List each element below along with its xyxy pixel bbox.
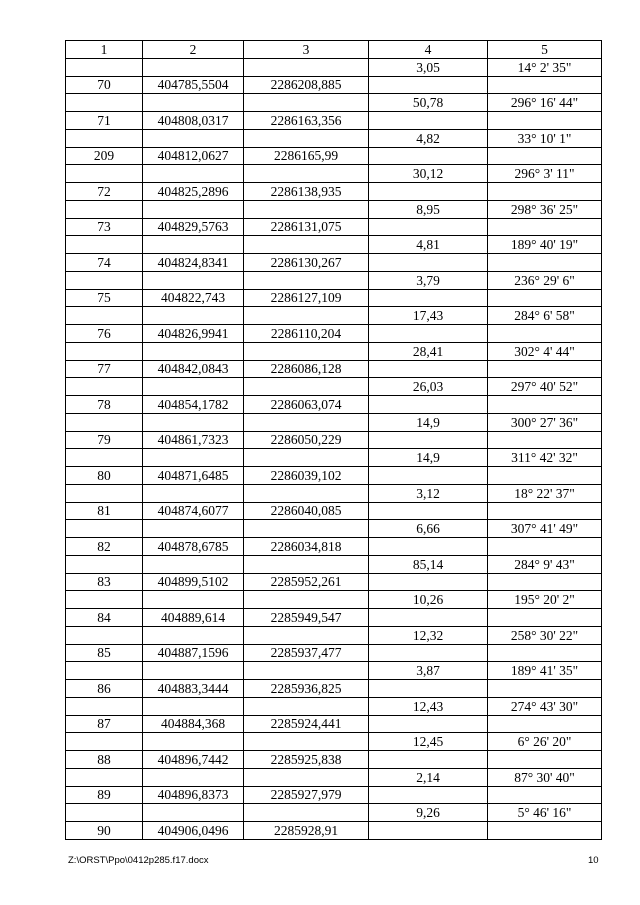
bearing-cell: 33° 10' 1" [488, 129, 602, 147]
bearing-cell: 87° 30' 40" [488, 768, 602, 786]
y-coordinate-cell [244, 129, 369, 147]
table-row [66, 76, 602, 94]
distance-cell: 30,12 [369, 165, 488, 183]
distance-cell: 14,9 [369, 449, 488, 467]
point-number-cell: 209 [66, 147, 143, 165]
bearing-cell [488, 751, 602, 769]
x-coordinate-cell [143, 307, 244, 325]
table-row [66, 609, 602, 627]
bearing-cell: 296° 3' 11" [488, 165, 602, 183]
x-coordinate-cell [143, 129, 244, 147]
x-coordinate-cell [143, 200, 244, 218]
table-row [66, 325, 602, 343]
distance-cell: 12,32 [369, 626, 488, 644]
bearing-cell: 189° 40' 19" [488, 236, 602, 254]
y-coordinate-cell: 2286127,109 [244, 289, 369, 307]
point-number-cell [66, 484, 143, 502]
y-coordinate-cell: 2286086,128 [244, 360, 369, 378]
distance-cell: 2,14 [369, 768, 488, 786]
x-coordinate-cell [143, 626, 244, 644]
y-coordinate-cell: 2286131,075 [244, 218, 369, 236]
distance-cell: 10,26 [369, 591, 488, 609]
bearing-cell [488, 502, 602, 520]
table-row [66, 396, 602, 414]
x-coordinate-cell [143, 342, 244, 360]
x-coordinate-cell: 404874,6077 [143, 502, 244, 520]
y-coordinate-cell: 2285936,825 [244, 680, 369, 698]
point-number-cell [66, 413, 143, 431]
table-row [66, 307, 602, 325]
x-coordinate-cell: 404906,0496 [143, 822, 244, 840]
distance-cell [369, 325, 488, 343]
y-coordinate-cell: 2285925,838 [244, 751, 369, 769]
table-row [66, 147, 602, 165]
distance-cell [369, 644, 488, 662]
bearing-cell: 195° 20' 2" [488, 591, 602, 609]
table-row [66, 200, 602, 218]
bearing-cell [488, 325, 602, 343]
table-row [66, 786, 602, 804]
x-coordinate-cell [143, 520, 244, 538]
header-cell: 2 [143, 41, 244, 59]
point-number-cell [66, 236, 143, 254]
point-number-cell: 76 [66, 325, 143, 343]
distance-cell [369, 467, 488, 485]
x-coordinate-cell [143, 236, 244, 254]
distance-cell [369, 502, 488, 520]
point-number-cell: 84 [66, 609, 143, 627]
bearing-cell [488, 360, 602, 378]
table-row [66, 254, 602, 272]
y-coordinate-cell: 2286039,102 [244, 467, 369, 485]
table-header-row [66, 41, 602, 59]
distance-cell [369, 751, 488, 769]
x-coordinate-cell: 404878,6785 [143, 538, 244, 556]
distance-cell: 4,82 [369, 129, 488, 147]
x-coordinate-cell: 404822,743 [143, 289, 244, 307]
point-number-cell [66, 768, 143, 786]
table-row [66, 680, 602, 698]
y-coordinate-cell [244, 662, 369, 680]
table-row [66, 573, 602, 591]
point-number-cell: 87 [66, 715, 143, 733]
y-coordinate-cell [244, 449, 369, 467]
bearing-cell: 300° 27' 36" [488, 413, 602, 431]
y-coordinate-cell: 2286165,99 [244, 147, 369, 165]
distance-cell: 3,79 [369, 271, 488, 289]
bearing-cell [488, 431, 602, 449]
point-number-cell [66, 129, 143, 147]
point-number-cell [66, 342, 143, 360]
distance-cell: 14,9 [369, 413, 488, 431]
table-row [66, 502, 602, 520]
y-coordinate-cell [244, 307, 369, 325]
x-coordinate-cell: 404899,5102 [143, 573, 244, 591]
bearing-cell [488, 147, 602, 165]
coordinates-table [65, 40, 602, 840]
table-row [66, 183, 602, 201]
distance-cell [369, 183, 488, 201]
point-number-cell: 70 [66, 76, 143, 94]
y-coordinate-cell: 2286050,229 [244, 431, 369, 449]
point-number-cell: 83 [66, 573, 143, 591]
table-row [66, 555, 602, 573]
x-coordinate-cell: 404896,7442 [143, 751, 244, 769]
table-row [66, 520, 602, 538]
table-row [66, 644, 602, 662]
bearing-cell [488, 396, 602, 414]
point-number-cell: 74 [66, 254, 143, 272]
bearing-cell [488, 680, 602, 698]
y-coordinate-cell [244, 94, 369, 112]
y-coordinate-cell [244, 555, 369, 573]
y-coordinate-cell [244, 378, 369, 396]
y-coordinate-cell: 2285927,979 [244, 786, 369, 804]
y-coordinate-cell: 2285924,441 [244, 715, 369, 733]
point-number-cell [66, 697, 143, 715]
bearing-cell [488, 573, 602, 591]
x-coordinate-cell [143, 697, 244, 715]
x-coordinate-cell: 404808,0317 [143, 112, 244, 130]
x-coordinate-cell [143, 484, 244, 502]
distance-cell: 12,43 [369, 697, 488, 715]
y-coordinate-cell [244, 58, 369, 76]
x-coordinate-cell: 404829,5763 [143, 218, 244, 236]
bearing-cell [488, 183, 602, 201]
point-number-cell: 81 [66, 502, 143, 520]
bearing-cell: 258° 30' 22" [488, 626, 602, 644]
point-number-cell [66, 804, 143, 822]
table-row [66, 484, 602, 502]
y-coordinate-cell: 2286040,085 [244, 502, 369, 520]
table-row [66, 804, 602, 822]
point-number-cell: 72 [66, 183, 143, 201]
x-coordinate-cell: 404884,368 [143, 715, 244, 733]
table-body [66, 41, 602, 840]
point-number-cell: 88 [66, 751, 143, 769]
distance-cell [369, 573, 488, 591]
table-row [66, 431, 602, 449]
table-row [66, 467, 602, 485]
bearing-cell [488, 609, 602, 627]
x-coordinate-cell [143, 413, 244, 431]
table-row [66, 662, 602, 680]
distance-cell: 3,87 [369, 662, 488, 680]
distance-cell [369, 396, 488, 414]
y-coordinate-cell: 2286130,267 [244, 254, 369, 272]
distance-cell [369, 289, 488, 307]
bearing-cell: 284° 9' 43" [488, 555, 602, 573]
x-coordinate-cell [143, 662, 244, 680]
footer-file-path: Z:\ORST\Ppo\0412p285.f17.docx [68, 855, 209, 866]
header-cell: 4 [369, 41, 488, 59]
bearing-cell: 189° 41' 35" [488, 662, 602, 680]
distance-cell: 8,95 [369, 200, 488, 218]
table-row [66, 94, 602, 112]
bearing-cell: 298° 36' 25" [488, 200, 602, 218]
header-cell: 1 [66, 41, 143, 59]
table-row [66, 289, 602, 307]
table-row [66, 58, 602, 76]
point-number-cell [66, 307, 143, 325]
distance-cell: 12,45 [369, 733, 488, 751]
y-coordinate-cell [244, 520, 369, 538]
y-coordinate-cell: 2286034,818 [244, 538, 369, 556]
y-coordinate-cell: 2286063,074 [244, 396, 369, 414]
distance-cell [369, 538, 488, 556]
distance-cell: 6,66 [369, 520, 488, 538]
table-row [66, 236, 602, 254]
point-number-cell [66, 378, 143, 396]
distance-cell: 28,41 [369, 342, 488, 360]
bearing-cell: 307° 41' 49" [488, 520, 602, 538]
table-row [66, 271, 602, 289]
bearing-cell: 297° 40' 52" [488, 378, 602, 396]
x-coordinate-cell: 404785,5504 [143, 76, 244, 94]
x-coordinate-cell: 404861,7323 [143, 431, 244, 449]
bearing-cell: 14° 2' 35" [488, 58, 602, 76]
y-coordinate-cell [244, 413, 369, 431]
point-number-cell [66, 200, 143, 218]
bearing-cell: 302° 4' 44" [488, 342, 602, 360]
distance-cell: 3,12 [369, 484, 488, 502]
point-number-cell [66, 58, 143, 76]
x-coordinate-cell [143, 555, 244, 573]
distance-cell [369, 147, 488, 165]
y-coordinate-cell: 2286208,885 [244, 76, 369, 94]
y-coordinate-cell: 2285928,91 [244, 822, 369, 840]
x-coordinate-cell [143, 165, 244, 183]
header-cell: 3 [244, 41, 369, 59]
point-number-cell [66, 555, 143, 573]
y-coordinate-cell [244, 271, 369, 289]
table-row [66, 129, 602, 147]
x-coordinate-cell: 404825,2896 [143, 183, 244, 201]
table-row [66, 591, 602, 609]
distance-cell [369, 822, 488, 840]
distance-cell [369, 254, 488, 272]
bearing-cell: 6° 26' 20" [488, 733, 602, 751]
table-row [66, 538, 602, 556]
point-number-cell: 89 [66, 786, 143, 804]
y-coordinate-cell [244, 342, 369, 360]
table-row [66, 449, 602, 467]
x-coordinate-cell [143, 733, 244, 751]
distance-cell [369, 609, 488, 627]
distance-cell: 85,14 [369, 555, 488, 573]
y-coordinate-cell: 2285952,261 [244, 573, 369, 591]
point-number-cell: 79 [66, 431, 143, 449]
x-coordinate-cell: 404887,1596 [143, 644, 244, 662]
point-number-cell: 85 [66, 644, 143, 662]
table-row [66, 378, 602, 396]
table-row [66, 165, 602, 183]
table-row [66, 715, 602, 733]
bearing-cell: 274° 43' 30" [488, 697, 602, 715]
bearing-cell [488, 822, 602, 840]
x-coordinate-cell: 404889,614 [143, 609, 244, 627]
x-coordinate-cell: 404826,9941 [143, 325, 244, 343]
y-coordinate-cell [244, 236, 369, 254]
point-number-cell: 75 [66, 289, 143, 307]
y-coordinate-cell [244, 697, 369, 715]
point-number-cell: 71 [66, 112, 143, 130]
distance-cell [369, 680, 488, 698]
x-coordinate-cell [143, 449, 244, 467]
point-number-cell [66, 271, 143, 289]
distance-cell [369, 218, 488, 236]
x-coordinate-cell: 404854,1782 [143, 396, 244, 414]
distance-cell [369, 112, 488, 130]
distance-cell: 17,43 [369, 307, 488, 325]
bearing-cell: 284° 6' 58" [488, 307, 602, 325]
distance-cell: 26,03 [369, 378, 488, 396]
distance-cell [369, 360, 488, 378]
table-row [66, 822, 602, 840]
table-row [66, 112, 602, 130]
table-row [66, 697, 602, 715]
point-number-cell: 80 [66, 467, 143, 485]
x-coordinate-cell [143, 271, 244, 289]
header-cell: 5 [488, 41, 602, 59]
point-number-cell [66, 662, 143, 680]
table-row [66, 413, 602, 431]
bearing-cell [488, 467, 602, 485]
x-coordinate-cell [143, 94, 244, 112]
y-coordinate-cell: 2286163,356 [244, 112, 369, 130]
bearing-cell: 18° 22' 37" [488, 484, 602, 502]
point-number-cell [66, 94, 143, 112]
table-row [66, 360, 602, 378]
table-row [66, 342, 602, 360]
bearing-cell: 236° 29' 6" [488, 271, 602, 289]
distance-cell: 50,78 [369, 94, 488, 112]
table-row [66, 751, 602, 769]
x-coordinate-cell [143, 804, 244, 822]
bearing-cell [488, 538, 602, 556]
point-number-cell [66, 733, 143, 751]
x-coordinate-cell: 404824,8341 [143, 254, 244, 272]
bearing-cell [488, 289, 602, 307]
point-number-cell [66, 626, 143, 644]
point-number-cell [66, 591, 143, 609]
distance-cell [369, 431, 488, 449]
table-row [66, 626, 602, 644]
y-coordinate-cell [244, 591, 369, 609]
y-coordinate-cell: 2286110,204 [244, 325, 369, 343]
x-coordinate-cell [143, 58, 244, 76]
table-row [66, 218, 602, 236]
distance-cell [369, 786, 488, 804]
y-coordinate-cell [244, 484, 369, 502]
x-coordinate-cell: 404842,0843 [143, 360, 244, 378]
bearing-cell [488, 112, 602, 130]
bearing-cell [488, 644, 602, 662]
distance-cell: 3,05 [369, 58, 488, 76]
table-row [66, 733, 602, 751]
point-number-cell: 78 [66, 396, 143, 414]
bearing-cell [488, 254, 602, 272]
footer-page-number: 10 [588, 855, 599, 866]
x-coordinate-cell: 404883,3444 [143, 680, 244, 698]
distance-cell: 4,81 [369, 236, 488, 254]
bearing-cell [488, 786, 602, 804]
y-coordinate-cell [244, 200, 369, 218]
bearing-cell: 5° 46' 16" [488, 804, 602, 822]
bearing-cell [488, 76, 602, 94]
y-coordinate-cell: 2285937,477 [244, 644, 369, 662]
y-coordinate-cell [244, 626, 369, 644]
point-number-cell: 90 [66, 822, 143, 840]
point-number-cell: 73 [66, 218, 143, 236]
y-coordinate-cell [244, 165, 369, 183]
y-coordinate-cell [244, 768, 369, 786]
x-coordinate-cell: 404812,0627 [143, 147, 244, 165]
bearing-cell: 311° 42' 32" [488, 449, 602, 467]
x-coordinate-cell [143, 591, 244, 609]
y-coordinate-cell [244, 804, 369, 822]
distance-cell [369, 76, 488, 94]
point-number-cell: 77 [66, 360, 143, 378]
x-coordinate-cell [143, 378, 244, 396]
y-coordinate-cell: 2285949,547 [244, 609, 369, 627]
x-coordinate-cell: 404896,8373 [143, 786, 244, 804]
point-number-cell [66, 520, 143, 538]
distance-cell [369, 715, 488, 733]
bearing-cell: 296° 16' 44" [488, 94, 602, 112]
point-number-cell: 82 [66, 538, 143, 556]
y-coordinate-cell [244, 733, 369, 751]
point-number-cell: 86 [66, 680, 143, 698]
distance-cell: 9,26 [369, 804, 488, 822]
x-coordinate-cell [143, 768, 244, 786]
point-number-cell [66, 449, 143, 467]
x-coordinate-cell: 404871,6485 [143, 467, 244, 485]
y-coordinate-cell: 2286138,935 [244, 183, 369, 201]
bearing-cell [488, 218, 602, 236]
point-number-cell [66, 165, 143, 183]
bearing-cell [488, 715, 602, 733]
table-row [66, 768, 602, 786]
